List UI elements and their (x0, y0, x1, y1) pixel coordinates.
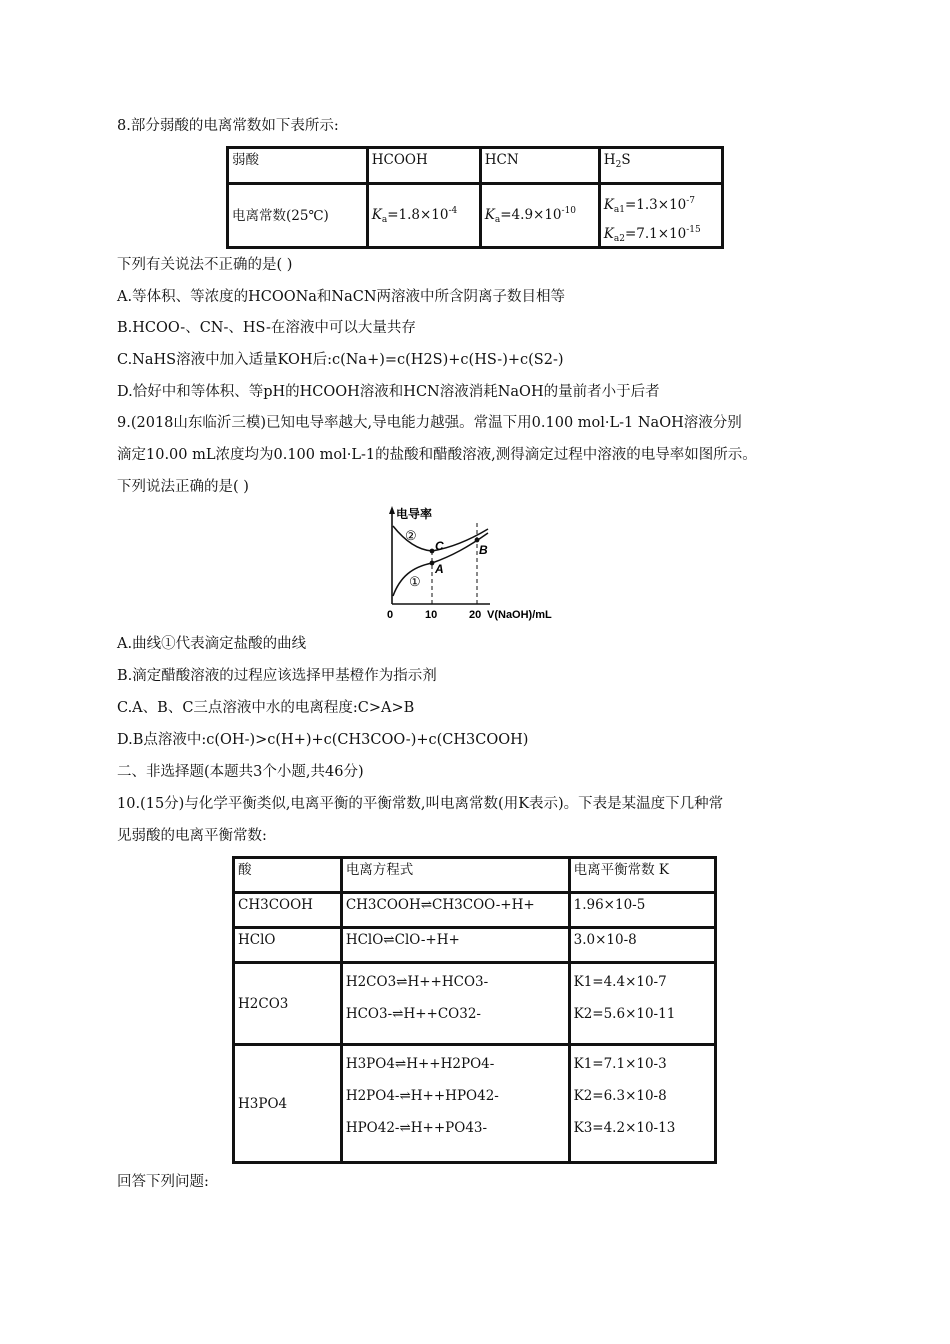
chart-curve-label-2: ② (405, 528, 417, 543)
chart-point-label-c: C (435, 539, 444, 553)
q8-header-hcooh: HCOOH (367, 148, 480, 184)
chart-xtick-20: 20 (469, 609, 482, 621)
q10-line2: 见弱酸的电离平衡常数: (117, 828, 267, 844)
q8-h2s-ka: $K_{a1}=1.3\times 10^{-7}$ $K_{a2}=7.1\times 10^{-15}$ (599, 184, 722, 248)
chart-xtick-0: 0 (387, 609, 394, 621)
q8-option-a: A.等体积、等浓度的HCOONa和NaCN两溶液中所含阴离子数目相等 (117, 289, 566, 305)
chart-ylabel: 电导率 (396, 507, 433, 521)
q10-h3po4-k3: K3=4.2×10-13 (573, 1120, 676, 1136)
q9-option-b: B.滴定醋酸溶液的过程应该选择甲基橙作为指示剂 (117, 668, 437, 684)
q10-h2co3-eq2: HCO3-⇌H++CO32- (345, 1006, 481, 1022)
chart-y-arrow (389, 506, 395, 514)
q10-line1: 10.(15分)与化学平衡类似,电离平衡的平衡常数,叫电离常数(用K表示)。下表是某温度下几种常 (117, 796, 724, 812)
q9-option-d: D.B点溶液中:c(OH-)>c(H+)+c(CH3COO-)+c(CH3COOH) (117, 732, 529, 748)
section-2-heading: 二、非选择题(本题共3个小题,共46分) (117, 764, 364, 780)
conductivity-chart (380, 503, 570, 625)
chart-point-label-a: A (435, 562, 444, 576)
q8-option-b: B.HCOO-、CN-、HS-在溶液中可以大量共存 (117, 320, 416, 336)
q10-header-acid: 酸 (234, 858, 342, 893)
q10-h2co3-k2: K2=5.6×10-11 (573, 1006, 676, 1022)
q8-option-d: D.恰好中和等体积、等pH的HCOOH溶液和HCN溶液消耗NaOH的量前者小于后者 (117, 384, 660, 400)
q10-answer-prompt: 回答下列问题: (117, 1174, 209, 1190)
q10-header-equation: 电离方程式 (341, 858, 569, 893)
q10-h3po4-eq3: HPO42-⇌H++PO43- (345, 1120, 488, 1136)
chart-curve-label-1: ① (409, 574, 421, 589)
chart-point-label-b: B (479, 543, 488, 557)
chart-point-b (475, 538, 480, 543)
q8-question: 下列有关说法不正确的是( ) (117, 257, 293, 273)
q10-h2co3-constants (569, 963, 715, 1045)
q10-ch3cooh-equation: CH3COOH⇌CH3COO-+H+ (341, 893, 569, 928)
q10-ch3cooh-k: 1.96×10-5 (569, 893, 715, 928)
q9-line1: 9.(2018山东临沂三模)已知电导率越大,导电能力越强。常温下用0.100 mol·L-1 NaOH溶液分别 (117, 415, 742, 431)
q8-hcooh-ka: $K_a=1.8\times 10^{-4}$ (367, 184, 480, 248)
q10-h3po4-eq1: H3PO4⇌H++H2PO4- (345, 1056, 495, 1072)
q10-h3po4-k1: K1=7.1×10-3 (573, 1056, 667, 1072)
chart-xtick-10: 10 (425, 609, 438, 621)
q8-header-h2s: $H_2S$ (599, 148, 722, 184)
q10-h3po4-constants (569, 1045, 715, 1163)
q10-h3po4-k2: K2=6.3×10-8 (573, 1088, 667, 1104)
q8-acid-table (226, 146, 724, 249)
chart-point-c (430, 549, 435, 554)
q8-header-hcn: HCN (480, 148, 599, 184)
q8-row-label: 电离常数(25℃) (228, 184, 368, 248)
q10-h3po4-name: H3PO4 (234, 1045, 342, 1163)
q9-line3: 下列说法正确的是( ) (117, 479, 249, 495)
q10-ch3cooh-name: CH3COOH (234, 893, 342, 928)
q10-hclo-name: HClO (234, 928, 342, 963)
q10-h3po4-equations (341, 1045, 569, 1163)
q10-h2co3-equations (341, 963, 569, 1045)
q10-constant-table (232, 856, 717, 1164)
q10-hclo-k: 3.0×10-8 (569, 928, 715, 963)
q10-h2co3-name: H2CO3 (234, 963, 342, 1045)
q10-h2co3-eq1: H2CO3⇌H++HCO3- (345, 974, 489, 990)
q9-option-a: A.曲线①代表滴定盐酸的曲线 (117, 636, 307, 652)
q8-header-acid: 弱酸 (228, 148, 368, 184)
q10-hclo-equation: HClO⇌ClO-+H+ (341, 928, 569, 963)
chart-xlabel: V(NaOH)/mL (487, 609, 552, 621)
q10-h2co3-k1: K1=4.4×10-7 (573, 974, 667, 990)
q10-header-constant: 电离平衡常数 K (569, 858, 715, 893)
q8-option-c: C.NaHS溶液中加入适量KOH后:c(Na+)=c(H2S)+c(HS-)+c(S2-) (117, 352, 564, 368)
q9-line2: 滴定10.00 mL浓度均为0.100 mol·L-1的盐酸和醋酸溶液,测得滴定过程中溶液的电导率如图所示。 (117, 447, 757, 463)
q9-option-c: C.A、B、C三点溶液中水的电离程度:C>A>B (117, 700, 415, 716)
chart-point-a (430, 561, 435, 566)
q8-stem: 8.部分弱酸的电离常数如下表所示: (117, 118, 339, 134)
q8-hcn-ka: $K_a=4.9\times 10^{-10}$ (480, 184, 599, 248)
q10-h3po4-eq2: H2PO4-⇌H++HPO42- (345, 1088, 499, 1104)
